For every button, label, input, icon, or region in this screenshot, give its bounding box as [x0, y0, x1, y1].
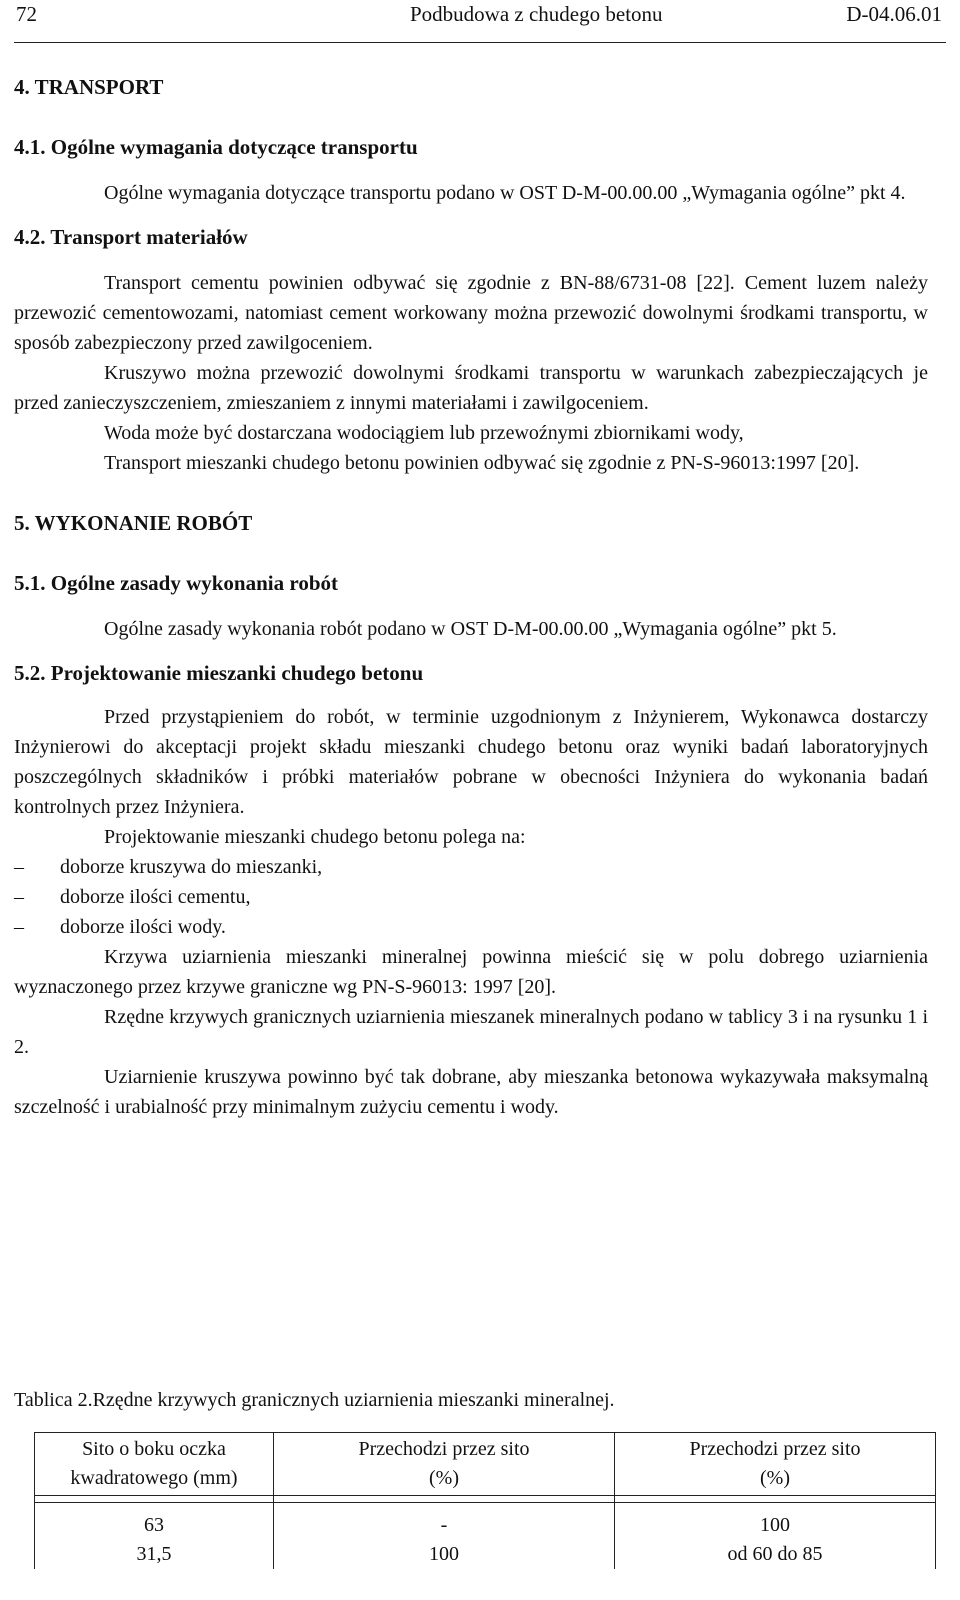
paragraph-5-1-1: Ogólne zasady wykonania robót podano w OST D-M-00.00.00 „Wymagania ogólne” pkt 5.: [104, 618, 837, 640]
list-item: – doborze ilości cementu,: [14, 882, 928, 912]
table-cell-sieve: [35, 1503, 274, 1570]
table-cell-value: 63: [144, 1514, 164, 1536]
paragraph-4-2-1: Transport cementu powinien odbywać się zgodnie z BN-88/6731-08 [22]. Cement luzem należy przewozić cementowozami, natomiast cement workowany można przewozić dowolnymi środkami transportu, w sposób zabezpieczony przed zawilgoceniem.: [14, 272, 928, 354]
table-body-row: [35, 1503, 936, 1570]
table-cell-passing-2: [615, 1503, 936, 1570]
table-cell-value: 100: [429, 1543, 459, 1565]
header-line: Przechodzi przez sito: [358, 1438, 530, 1460]
paragraph-5-2-3: Krzywa uziarnienia mieszanki mineralnej powinna mieścić się w polu dobrego uziarnienia wyznaczonego przez krzywe graniczne wg PN-S-96013: 1997 [20].: [14, 946, 928, 998]
page-number: 72: [16, 2, 37, 26]
table-caption: Tablica 2.Rzędne krzywych granicznych uziarnienia mieszanki mineralnej.: [14, 1389, 615, 1411]
header-line: (%): [760, 1467, 790, 1489]
table-cell-value: 31,5: [136, 1543, 172, 1565]
paragraph-5-2-4: Rzędne krzywych granicznych uziarnienia mieszanek mineralnych podano w tablicy 3 i na rysunku 1 i 2.: [14, 1006, 928, 1058]
column-header-sieve: [35, 1433, 274, 1496]
paragraph-4-1-1: Ogólne wymagania dotyczące transportu podano w OST D-M-00.00.00 „Wymagania ogólne” pkt 4.: [104, 182, 906, 204]
paragraph-5-2-1: Przed przystąpieniem do robót, w terminie uzgodnionym z Inżynierem, Wykonawca dostarczy Inżynierowi do akceptacji projekt składu mieszanki chudego betonu oraz wyniki badań laboratoryjnych poszczególnych składników i próbki materiałów pobrane w obecności Inżyniera do wykonania badań kontrolnych przez Inżyniera.: [14, 706, 928, 818]
table-header-row: [35, 1433, 936, 1496]
subsection-heading-5-1: 5.1. Ogólne zasady wykonania robót: [14, 571, 338, 595]
subsection-heading-4-1: 4.1. Ogólne wymagania dotyczące transportu: [14, 135, 418, 159]
page-header: [14, 0, 946, 43]
table-spacer-row: [35, 1496, 936, 1503]
subsection-heading-5-2: 5.2. Projektowanie mieszanki chudego betonu: [14, 661, 424, 685]
header-line: Przechodzi przez sito: [689, 1438, 861, 1460]
list-item: – doborze ilości wody.: [14, 912, 928, 942]
paragraph-4-2-2: Kruszywo można przewozić dowolnymi środkami transportu w warunkach zabezpieczających je przed zanieczyszczeniem, zmieszaniem z innymi materiałami i zawilgoceniem.: [14, 362, 928, 414]
grading-table: [34, 1432, 936, 1569]
table-cell-value: -: [440, 1514, 448, 1536]
column-header-passing-2: [615, 1433, 936, 1496]
header-title: Podbudowa z chudego betonu: [410, 2, 663, 26]
table-cell-passing-1: [274, 1503, 615, 1570]
list-item: – doborze kruszywa do mieszanki,: [14, 852, 928, 882]
column-header-passing-1: [274, 1433, 615, 1496]
section-heading-5: 5. WYKONANIE ROBÓT: [14, 511, 253, 535]
section-heading-4: 4. TRANSPORT: [14, 75, 164, 99]
header-line: Sito o boku oczka: [82, 1438, 226, 1460]
table-cell-value: 100: [760, 1514, 790, 1536]
document-body: [14, 72, 928, 1122]
document-code: D-04.06.01: [846, 2, 942, 26]
table-cell-value: od 60 do 85: [727, 1543, 823, 1565]
paragraph-5-2-5: Uziarnienie kruszywa powinno być tak dobrane, aby mieszanka betonowa wykazywała maksymalną szczelność i urabialność przy minimalnym zużyciu cementu i wody.: [14, 1066, 928, 1118]
subsection-heading-4-2: 4.2. Transport materiałów: [14, 225, 248, 249]
header-line: (%): [429, 1467, 459, 1489]
paragraph-4-2-3: Woda może być dostarczana wodociągiem lub przewoźnymi zbiornikami wody,: [104, 422, 744, 444]
design-steps-list: [14, 852, 928, 942]
header-line: kwadratowego (mm): [70, 1467, 238, 1489]
paragraph-4-2-4: Transport mieszanki chudego betonu powinien odbywać się zgodnie z PN-S-96013:1997 [20].: [104, 452, 860, 474]
paragraph-5-2-2: Projektowanie mieszanki chudego betonu polega na:: [104, 826, 526, 848]
